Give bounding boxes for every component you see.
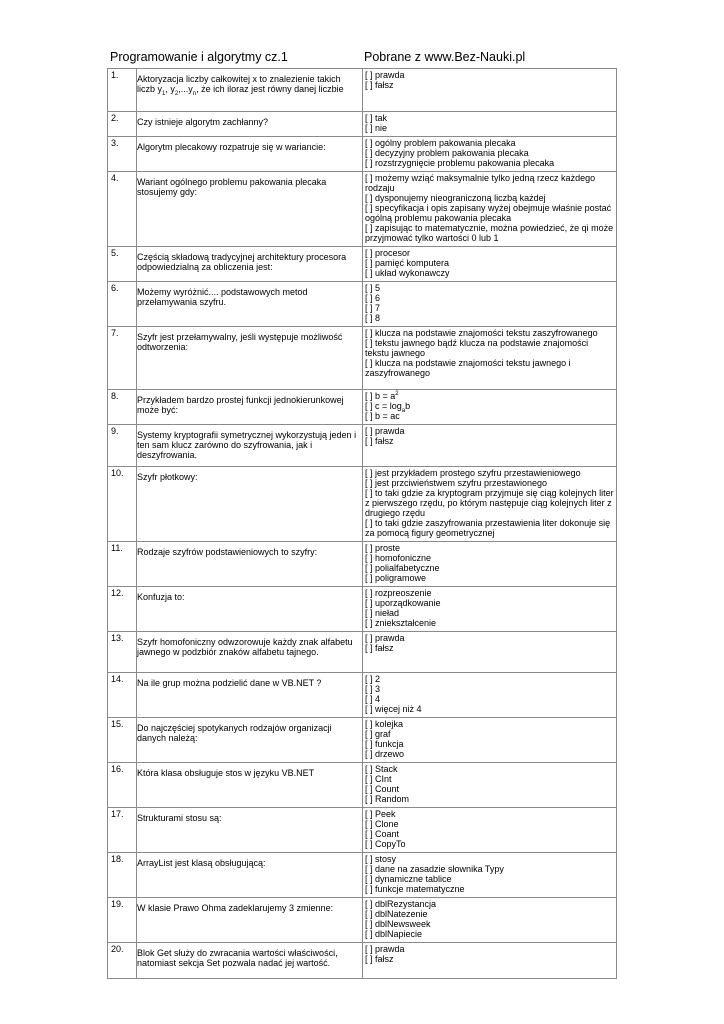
answer-option[interactable]: [ ] CopyTo <box>365 839 406 849</box>
question-text-part: , że ich iloraz jest równy danej liczbie <box>196 84 344 94</box>
question-row <box>108 390 617 425</box>
question-text <box>137 74 360 97</box>
question-cell <box>137 282 363 327</box>
question-text: W klasie Prawo Ohma zadeklarujemy 3 zmienne: <box>137 903 334 913</box>
question-text: Która klasa obsługuje stos w języku VB.NET <box>137 768 315 778</box>
answer-option[interactable]: [ ] kolejka <box>365 719 404 729</box>
answer-options <box>363 282 617 327</box>
answer-option[interactable]: [ ] jest przykładem prostego szyfru przestawieniowego <box>365 468 581 478</box>
question-text: Na ile grup można podzielić dane w VB.NET ? <box>137 678 322 688</box>
question-cell <box>137 718 363 763</box>
question-cell <box>137 808 363 853</box>
answer-option[interactable]: [ ] Stack <box>365 764 398 774</box>
answer-option[interactable] <box>365 401 614 414</box>
answer-option[interactable]: [ ] 5 <box>365 283 381 293</box>
answer-options <box>363 112 617 137</box>
answer-option[interactable]: [ ] uporządkowanie <box>365 598 441 608</box>
question-cell <box>137 898 363 943</box>
answer-option[interactable]: [ ] funkcja <box>365 739 404 749</box>
answer-option[interactable]: [ ] zniekształcenie <box>365 618 437 628</box>
question-cell <box>137 542 363 587</box>
question-number: 19. <box>108 898 137 943</box>
answer-option[interactable]: [ ] możemy wziąć maksymalnie tylko jedną rzecz każdego rodzaju <box>365 173 596 193</box>
question-row <box>108 137 617 172</box>
answer-option[interactable]: [ ] CInt <box>365 774 392 784</box>
question-cell <box>137 632 363 673</box>
answer-option[interactable]: [ ] dblNatezenie <box>365 909 428 919</box>
answer-option[interactable] <box>365 391 614 401</box>
question-text-part: 1 <box>162 90 166 97</box>
question-row <box>108 247 617 282</box>
answer-option[interactable]: [ ] poligramowe <box>365 573 427 583</box>
answer-option[interactable]: [ ] Clone <box>365 819 399 829</box>
question-cell <box>137 425 363 467</box>
question-text-part: , y <box>165 84 175 94</box>
answer-option[interactable]: [ ] klucza na podstawie znajomości tekstu zaszyfrowanego <box>365 328 598 338</box>
answer-option[interactable]: [ ] ogólny problem pakowania plecaka <box>365 138 516 148</box>
answer-option[interactable]: [ ] dynamiczne tablice <box>365 874 452 884</box>
question-text: Częścią składową tradycyjnej architektury procesora odpowiedzialną za obliczenia jest: <box>137 252 347 272</box>
question-text: Czy istnieje algorytm zachłanny? <box>137 117 269 127</box>
answer-option[interactable]: [ ] Count <box>365 784 400 794</box>
source-note: Pobrane z www.Bez-Nauki.pl <box>364 50 526 64</box>
answer-option[interactable]: [ ] 6 <box>365 293 381 303</box>
answer-option[interactable]: [ ] nie <box>365 123 388 133</box>
question-text: Możemy wyróżnić.... podstawowych metod przełamywania szyfru. <box>137 287 308 307</box>
question-number: 17. <box>108 808 137 853</box>
answer-option[interactable]: [ ] prawda <box>365 633 405 643</box>
question-text-part: ,...y <box>178 84 193 94</box>
answer-option[interactable]: [ ] dysponujemy nieograniczoną liczbą każdej <box>365 193 546 203</box>
answer-option[interactable]: [ ] tekstu jawnego bądź klucza na podstawie znajomości tekstu jawnego <box>365 338 589 358</box>
question-row <box>108 898 617 943</box>
answer-options <box>363 390 617 425</box>
question-cell <box>137 390 363 425</box>
answer-options <box>363 587 617 632</box>
question-row <box>108 425 617 467</box>
question-text: Rodzaje szyfrów podstawieniowych to szyfry: <box>137 547 318 557</box>
question-text: Konfuzja to: <box>137 592 185 602</box>
question-cell <box>137 853 363 898</box>
question-cell <box>137 943 363 979</box>
answer-options <box>363 247 617 282</box>
answer-option[interactable]: [ ] fałsz <box>365 954 394 964</box>
answer-option[interactable]: [ ] fałsz <box>365 436 394 446</box>
question-number: 10. <box>108 467 137 542</box>
answer-option[interactable]: [ ] prawda <box>365 426 405 436</box>
question-text: Szyfr jest przełamywalny, jeśli występuje możliwość odtworzenia: <box>137 332 343 352</box>
answer-option[interactable]: [ ] to taki gdzie za kryptogram przyjmuje się ciąg kolejnych liter z pierwszego rzędu, po którym następuje ciąg kolejnych liter z drugiego rzędu <box>365 488 614 518</box>
question-cell <box>137 172 363 247</box>
question-cell <box>137 763 363 808</box>
answer-option[interactable]: [ ] homofoniczne <box>365 553 432 563</box>
answer-options <box>363 808 617 853</box>
answer-options <box>363 673 617 718</box>
question-number: 15. <box>108 718 137 763</box>
answer-option[interactable]: [ ] graf <box>365 729 391 739</box>
question-number: 6. <box>108 282 137 327</box>
answer-options <box>363 172 617 247</box>
question-number: 14. <box>108 673 137 718</box>
answer-option[interactable]: [ ] 7 <box>365 303 381 313</box>
answer-option[interactable]: [ ] dblRezystancja <box>365 899 437 909</box>
question-cell <box>137 137 363 172</box>
question-text: Algorytm plecakowy rozpatruje się w wariancie: <box>137 142 326 152</box>
answer-option[interactable]: [ ] tak <box>365 113 388 123</box>
question-row <box>108 587 617 632</box>
question-cell <box>137 467 363 542</box>
question-row <box>108 112 617 137</box>
answer-options <box>363 718 617 763</box>
question-cell <box>137 673 363 718</box>
question-row <box>108 763 617 808</box>
answer-options <box>363 467 617 542</box>
question-text: Szyfr homofoniczny odwzorowuje każdy znak alfabetu jawnego w podzbiór znaków alfabetu tajnego. <box>137 637 353 657</box>
answer-options <box>363 898 617 943</box>
answer-option[interactable]: [ ] dane na zasadzie słownika Typy <box>365 864 504 874</box>
question-number: 13. <box>108 632 137 673</box>
answer-option[interactable]: [ ] układ wykonawczy <box>365 268 450 278</box>
option-subscript: a <box>401 407 406 414</box>
question-text-part: Aktoryzacja liczby całkowitej x to znalezienie takich liczb y <box>137 74 341 94</box>
answer-option[interactable]: [ ] 2 <box>365 674 381 684</box>
answer-option[interactable]: [ ] więcej niż 4 <box>365 704 422 714</box>
option-text: [ ] c = log <box>365 401 402 411</box>
answer-option[interactable]: [ ] rozstrzygnięcie problemu pakowania plecaka <box>365 158 555 168</box>
answer-option[interactable]: [ ] polialfabetyczne <box>365 563 440 573</box>
question-row <box>108 327 617 390</box>
quiz-table <box>107 68 617 979</box>
question-number: 3. <box>108 137 137 172</box>
answer-options <box>363 853 617 898</box>
answer-options <box>363 69 617 112</box>
question-text: Szyfr płotkowy: <box>137 472 198 482</box>
question-number: 20. <box>108 943 137 979</box>
question-text: Wariant ogólnego problemu pakowania plecaka stosujemy gdy: <box>137 177 327 197</box>
question-number: 18. <box>108 853 137 898</box>
answer-option[interactable]: [ ] drzewo <box>365 749 405 759</box>
answer-option[interactable]: [ ] decyzyjny problem pakowania plecaka <box>365 148 529 158</box>
answer-option[interactable]: [ ] procesor <box>365 248 411 258</box>
answer-option[interactable]: [ ] klucza na podstawie znajomości tekstu jawnego i zaszyfrowanego <box>365 358 571 378</box>
answer-option[interactable]: [ ] funkcje matematyczne <box>365 884 465 894</box>
answer-option[interactable]: [ ] prawda <box>365 70 405 80</box>
answer-option[interactable]: [ ] b = ac <box>365 411 400 421</box>
answer-options <box>363 943 617 979</box>
answer-option[interactable]: [ ] stosy <box>365 854 397 864</box>
document-title: Programowanie i algorytmy cz.1 <box>110 50 288 64</box>
answer-option[interactable]: [ ] rozpreoszenie <box>365 588 432 598</box>
question-number: 12. <box>108 587 137 632</box>
question-row <box>108 808 617 853</box>
question-number: 4. <box>108 172 137 247</box>
answer-option[interactable]: [ ] jest przciwieństwem szyfru przestawionego <box>365 478 548 488</box>
question-number: 8. <box>108 390 137 425</box>
question-number: 5. <box>108 247 137 282</box>
question-text: Systemy kryptografii symetrycznej wykorzystują jeden i ten sam klucz zarówno do szyfrowania, jak i deszyfrowania. <box>137 430 357 460</box>
question-text: Blok Get służy do zwracania wartości właściwości, natomiast sekcja Set pozwala nadać jej wartość. <box>137 948 338 968</box>
answer-option[interactable]: [ ] 4 <box>365 694 381 704</box>
question-number: 9. <box>108 425 137 467</box>
question-row <box>108 542 617 587</box>
answer-option[interactable]: [ ] Peek <box>365 809 396 819</box>
option-superscript: 2 <box>395 391 399 397</box>
option-text: [ ] b = a <box>365 391 396 401</box>
answer-option[interactable]: [ ] 3 <box>365 684 381 694</box>
question-text-part: n <box>192 90 197 97</box>
answer-options <box>363 137 617 172</box>
question-row <box>108 172 617 247</box>
question-text: Do najczęściej spotykanych rodzajów organizacji danych należą: <box>137 723 332 743</box>
answer-options <box>363 425 617 467</box>
answer-option[interactable]: [ ] nieład <box>365 608 400 618</box>
question-text: ArrayList jest klasą obsługującą: <box>137 858 266 868</box>
answer-option[interactable]: [ ] dblNewsweek <box>365 919 431 929</box>
question-cell <box>137 327 363 390</box>
question-number: 16. <box>108 763 137 808</box>
answer-option[interactable]: [ ] Coant <box>365 829 400 839</box>
question-text: Strukturami stosu są: <box>137 813 222 823</box>
answer-options <box>363 542 617 587</box>
answer-options <box>363 763 617 808</box>
question-row <box>108 718 617 763</box>
answer-option[interactable]: [ ] prawda <box>365 944 405 954</box>
question-row <box>108 467 617 542</box>
question-number: 7. <box>108 327 137 390</box>
answer-option[interactable]: [ ] Random <box>365 794 410 804</box>
answer-option[interactable]: [ ] proste <box>365 543 401 553</box>
answer-option[interactable]: [ ] fałsz <box>365 643 394 653</box>
question-number: 2. <box>108 112 137 137</box>
answer-option[interactable]: [ ] zapisując to matematycznie, można powiedzieć, że qi może przyjmować tylko wartości 0 lub 1 <box>365 223 614 243</box>
answer-option[interactable]: [ ] specyfikacja i opis zapisany wyżej obejmuje właśnie postać ogólną problemu pakowania plecaka <box>365 203 612 223</box>
question-cell <box>137 587 363 632</box>
question-row <box>108 943 617 979</box>
question-cell <box>137 69 363 112</box>
question-row <box>108 69 617 112</box>
option-text: b <box>405 401 411 411</box>
question-row <box>108 673 617 718</box>
question-row <box>108 282 617 327</box>
answer-option[interactable]: [ ] dblNapiecie <box>365 929 423 939</box>
answer-option[interactable]: [ ] pamięć komputera <box>365 258 450 268</box>
answer-option[interactable]: [ ] fałsz <box>365 80 394 90</box>
answer-options <box>363 327 617 390</box>
question-row <box>108 853 617 898</box>
question-text-part: 2 <box>174 90 179 97</box>
question-row <box>108 632 617 673</box>
question-text: Przykładem bardzo prostej funkcji jednokierunkowej może być: <box>137 395 344 415</box>
question-number: 1. <box>108 69 137 112</box>
answer-options <box>363 632 617 673</box>
question-number: 11. <box>108 542 137 587</box>
answer-option[interactable]: [ ] 8 <box>365 313 381 323</box>
answer-option[interactable]: [ ] to taki gdzie zaszyfrowania przestawienia liter dokonuje się za pomocą figury geometrycznej <box>365 518 611 538</box>
question-cell <box>137 247 363 282</box>
question-cell <box>137 112 363 137</box>
